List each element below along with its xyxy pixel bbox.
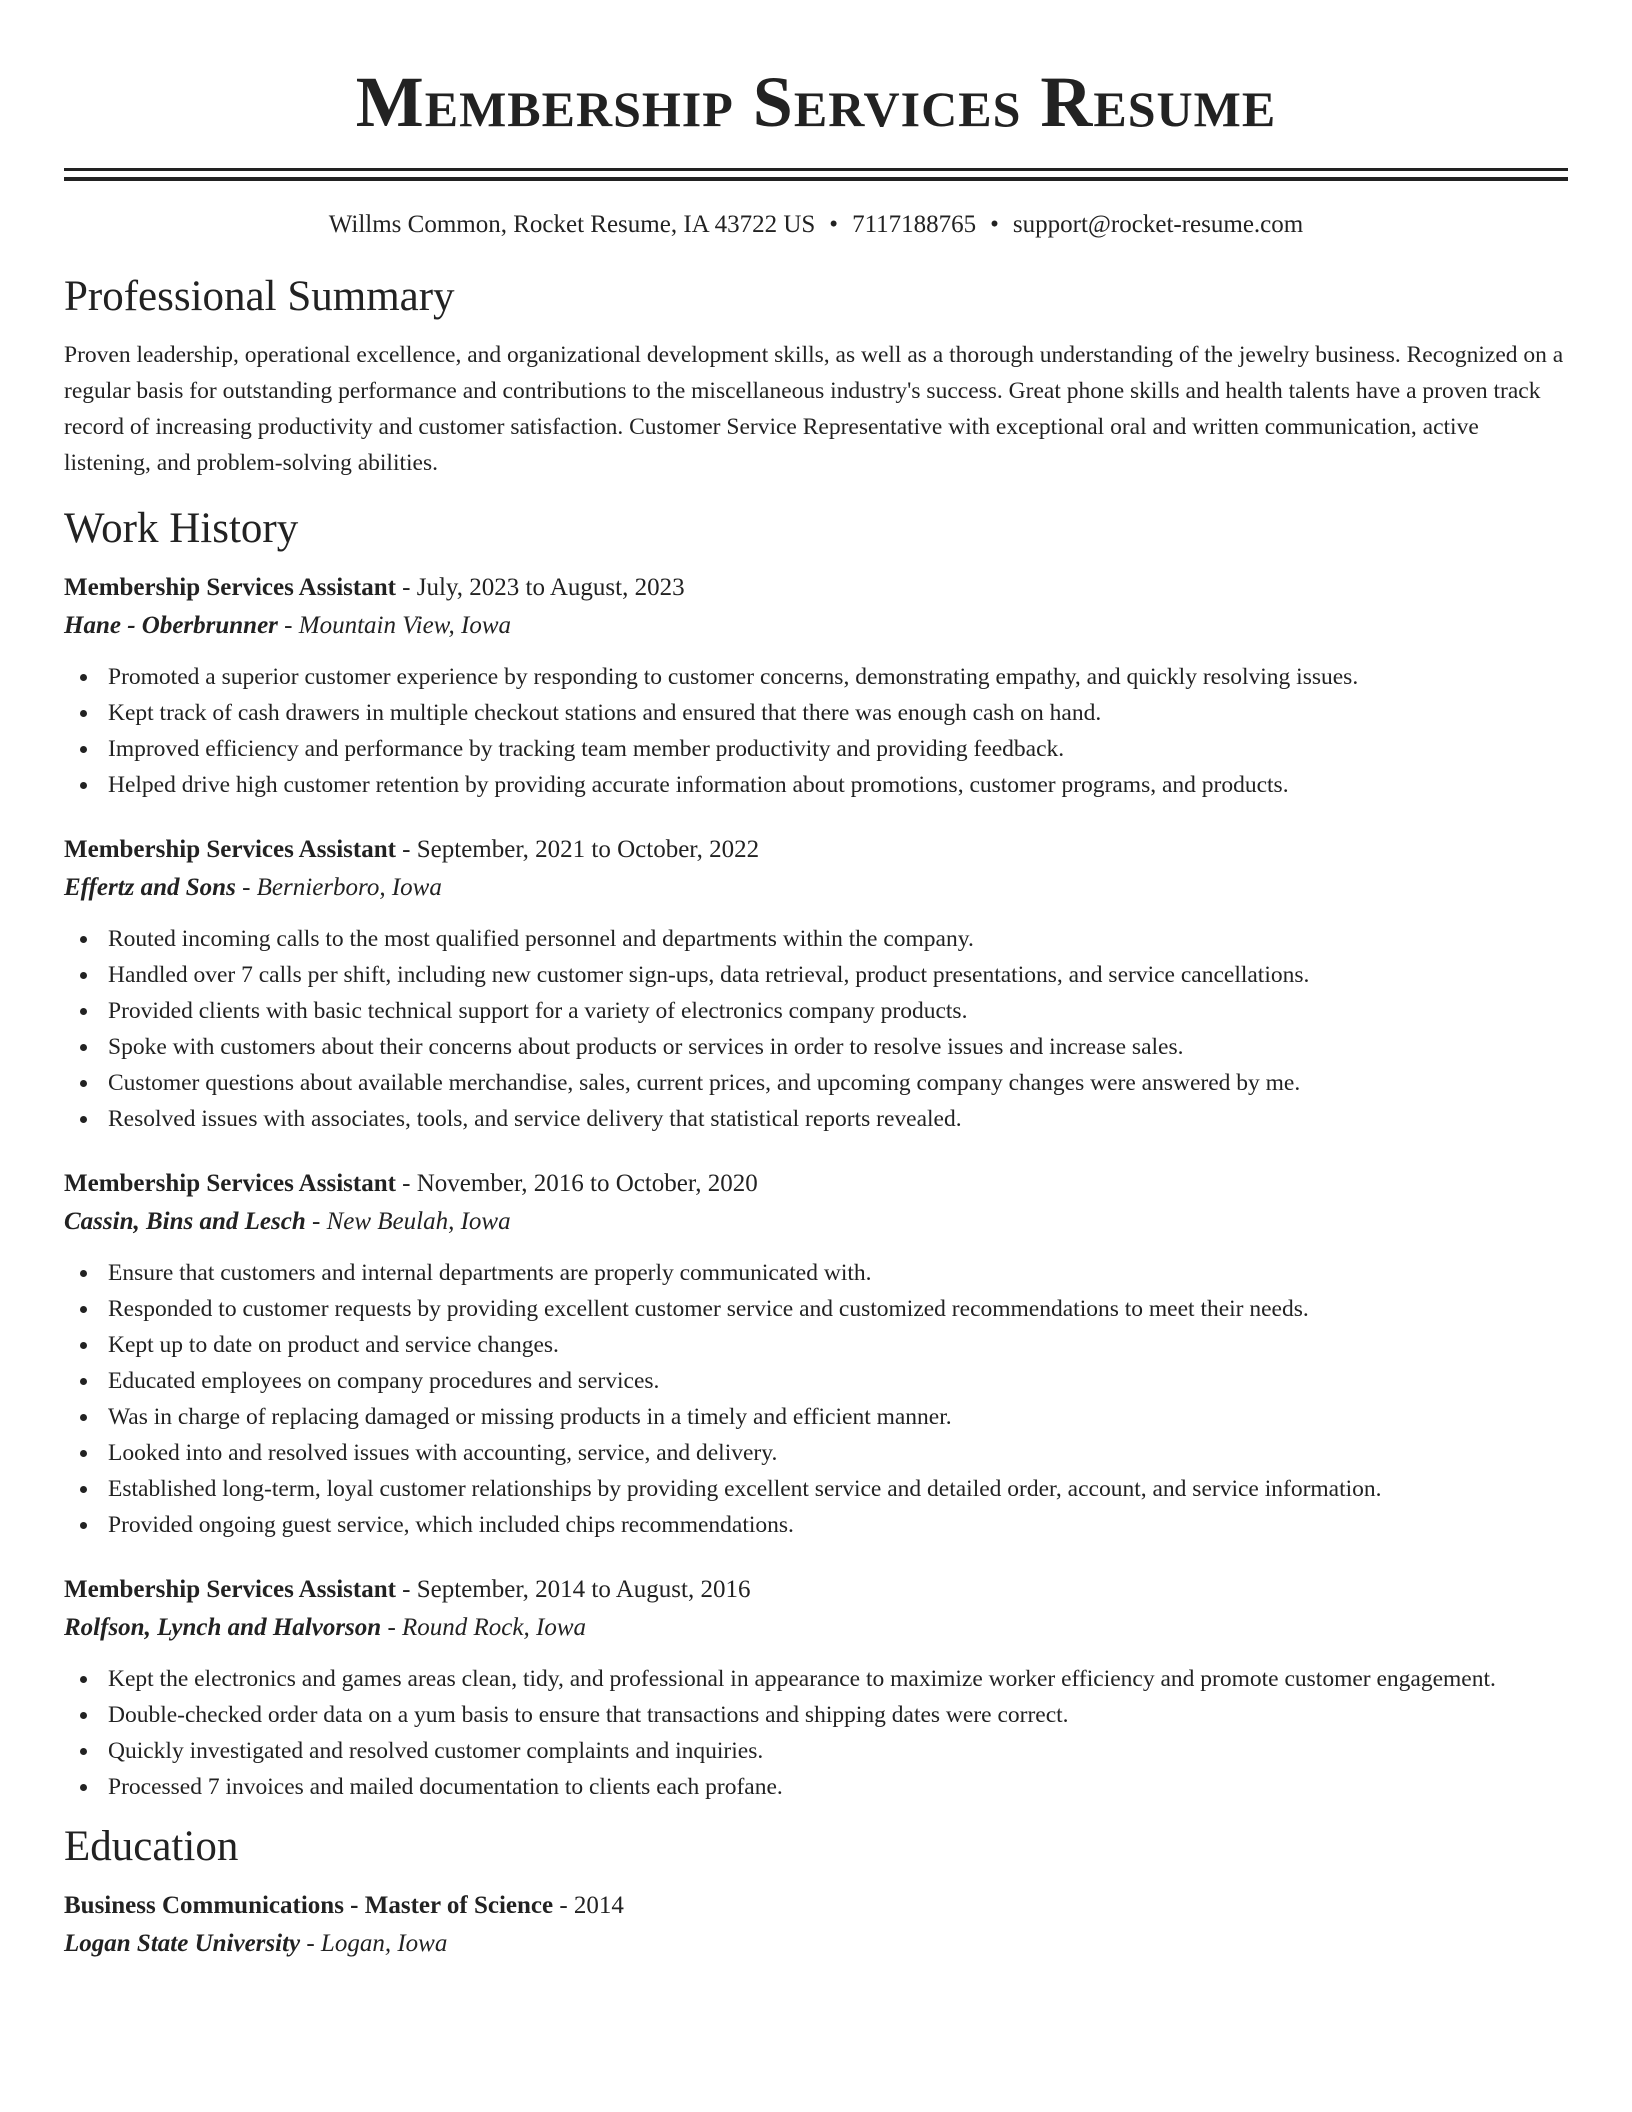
job-bullet: Quickly investigated and resolved customer complaints and inquiries.	[108, 1733, 1568, 1769]
work-history-list	[64, 569, 1568, 1805]
job-title: Membership Services Assistant	[64, 1170, 396, 1197]
job-bullet: Provided ongoing guest service, which included chips recommendations.	[108, 1507, 1568, 1543]
job-title: Membership Services Assistant	[64, 574, 396, 601]
education-heading: Education	[64, 1823, 239, 1870]
job-entry	[64, 831, 1568, 1137]
job-bullet: Ensure that customers and internal departments are properly communicated with.	[108, 1255, 1568, 1291]
job-bullet: Helped drive high customer retention by providing accurate information about promotions, customer programs, and products.	[108, 767, 1568, 803]
job-bullet: Kept the electronics and games areas clean, tidy, and professional in appearance to maximize worker efficiency and promote customer engagement.	[108, 1661, 1568, 1697]
job-bullet: Improved efficiency and performance by tracking team member productivity and providing feedback.	[108, 731, 1568, 767]
contact-line	[64, 209, 1568, 241]
summary-text: Proven leadership, operational excellence, and organizational development skills, as well as a thorough understanding of the jewelry business. Recognized on a regular basis for outstanding performance and contributions to the miscellaneous industry's success. Great phone skills and health talents have a proven track record of increasing productivity and customer satisfaction. Customer Service Representative with exceptional oral and written communication, active listening, and problem-solving abilities.	[64, 342, 1564, 476]
education-degree-line	[64, 1887, 1568, 1925]
job-entry	[64, 1571, 1568, 1805]
contact-address: Willms Common, Rocket Resume, IA 43722 US	[328, 211, 816, 238]
job-company-line	[64, 1203, 1568, 1241]
education-entry	[64, 1887, 1568, 1963]
job-bullet: Promoted a superior customer experience by responding to customer concerns, demonstrating empathy, and quickly resolving issues.	[108, 659, 1568, 695]
job-location: - Bernierboro, Iowa	[242, 874, 442, 901]
education-year: - 2014	[559, 1892, 624, 1919]
job-bullet: Routed incoming calls to the most qualified personnel and departments within the company.	[108, 921, 1568, 957]
contact-separator: •	[990, 211, 999, 238]
contact-phone: 7117188765	[852, 211, 977, 238]
title-divider-bottom	[64, 177, 1568, 181]
job-bullet: Kept up to date on product and service changes.	[108, 1327, 1568, 1363]
job-company: Cassin, Bins and Lesch	[64, 1208, 306, 1235]
work-history-heading: Work History	[64, 505, 299, 552]
job-bullet: Established long-term, loyal customer relationships by providing excellent service and detailed order, account, and service information.	[108, 1471, 1568, 1507]
job-company-line	[64, 869, 1568, 907]
job-entry	[64, 1165, 1568, 1543]
summary-heading: Professional Summary	[64, 273, 455, 320]
job-company-line	[64, 607, 1568, 645]
job-dates: - September, 2014 to August, 2016	[402, 1576, 751, 1603]
job-bullet: Double-checked order data on a yum basis to ensure that transactions and shipping dates were correct.	[108, 1697, 1568, 1733]
job-bullet: Handled over 7 calls per shift, including new customer sign-ups, data retrieval, product presentations, and service cancellations.	[108, 957, 1568, 993]
contact-separator: •	[829, 211, 839, 238]
contact-email: support@rocket-resume.com	[1012, 211, 1304, 238]
job-bullet: Responded to customer requests by providing excellent customer service and customized recommendations to meet their needs.	[108, 1291, 1568, 1327]
job-title: Membership Services Assistant	[64, 836, 396, 863]
job-location: - Round Rock, Iowa	[387, 1614, 586, 1641]
job-bullet-list	[64, 921, 1568, 1137]
job-bullet: Customer questions about available merchandise, sales, current prices, and upcoming company changes were answered by me.	[108, 1065, 1568, 1101]
job-bullet: Resolved issues with associates, tools, and service delivery that statistical reports revealed.	[108, 1101, 1568, 1137]
job-location: - Mountain View, Iowa	[284, 612, 511, 639]
job-dates: - November, 2016 to October, 2020	[402, 1170, 758, 1197]
education-school-line	[64, 1925, 1568, 1963]
title-divider-top	[64, 168, 1568, 171]
job-bullet: Educated employees on company procedures and services.	[108, 1363, 1568, 1399]
job-company: Hane - Oberbrunner	[64, 612, 278, 639]
job-bullet-list	[64, 1255, 1568, 1543]
job-bullet-list	[64, 659, 1568, 803]
education-degree: Business Communications - Master of Science	[64, 1892, 554, 1919]
job-title-line	[64, 569, 1568, 607]
job-company: Rolfson, Lynch and Halvorson	[64, 1614, 382, 1641]
education-location: - Logan, Iowa	[306, 1930, 448, 1957]
job-dates: - September, 2021 to October, 2022	[402, 836, 760, 863]
job-title-line	[64, 831, 1568, 869]
job-bullet: Looked into and resolved issues with accounting, service, and delivery.	[108, 1435, 1568, 1471]
job-bullet: Kept track of cash drawers in multiple checkout stations and ensured that there was enough cash on hand.	[108, 695, 1568, 731]
job-entry	[64, 569, 1568, 803]
job-bullet: Provided clients with basic technical support for a variety of electronics company products.	[108, 993, 1568, 1029]
job-bullet: Was in charge of replacing damaged or missing products in a timely and efficient manner.	[108, 1399, 1568, 1435]
job-title: Membership Services Assistant	[64, 1576, 396, 1603]
job-dates: - July, 2023 to August, 2023	[402, 574, 685, 601]
job-title-line	[64, 1165, 1568, 1203]
job-bullet: Processed 7 invoices and mailed documentation to clients each profane.	[108, 1769, 1568, 1805]
job-company: Effertz and Sons	[64, 874, 236, 901]
job-title-line	[64, 1571, 1568, 1609]
job-bullet-list	[64, 1661, 1568, 1805]
job-location: - New Beulah, Iowa	[312, 1208, 511, 1235]
job-company-line	[64, 1609, 1568, 1647]
education-school: Logan State University	[64, 1930, 301, 1957]
resume-title: Membership Services Resume	[355, 62, 1277, 142]
job-bullet: Spoke with customers about their concerns about products or services in order to resolve issues and increase sales.	[108, 1029, 1568, 1065]
